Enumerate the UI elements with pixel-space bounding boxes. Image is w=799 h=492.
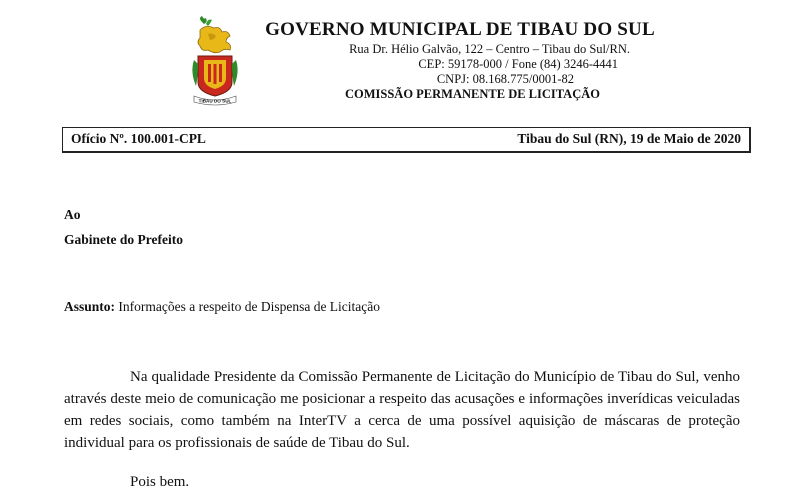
municipal-crest-icon bbox=[186, 16, 244, 108]
crest-caption: TIBAU DO SUL bbox=[198, 98, 232, 104]
reference-place-date: Tibau do Sul (RN), 19 de Maio de 2020 bbox=[517, 131, 741, 146]
body-paragraph: Na qualidade Presidente da Comissão Permanente de Licitação do Município de Tibau do Sul, venho através deste meio de comunicação me posicionar a respeito das acusações e informações inverídicas veiculadas em redes sociais, como também na InterTV a cerca de uma possível aquisição de máscaras de proteção individual para os profissionais de saúde de Tibau do Sul. bbox=[64, 369, 740, 451]
subject-label: Assunto: bbox=[64, 299, 116, 314]
body-paragraph-2: Pois bem. bbox=[130, 474, 190, 490]
subject-text: Informações a respeito de Dispensa de Licitação bbox=[118, 299, 381, 314]
reference-number: Ofício Nº. 100.001-CPL bbox=[71, 131, 206, 146]
letterhead-cnpj: CNPJ: 08.168.775/0001-82 bbox=[436, 72, 574, 86]
subject-line bbox=[64, 299, 380, 315]
letterhead-cep-phone: CEP: 59178-000 / Fone (84) 3246-4441 bbox=[418, 57, 618, 71]
letterhead-address: Rua Dr. Hélio Galvão, 122 – Centro – Tibau do Sul/RN. bbox=[349, 42, 630, 56]
addressee-line-1: Ao bbox=[64, 207, 81, 222]
letterhead bbox=[250, 18, 670, 102]
addressee bbox=[64, 202, 183, 252]
letterhead-title: GOVERNO MUNICIPAL DE TIBAU DO SUL bbox=[265, 19, 655, 40]
addressee-line-2: Gabinete do Prefeito bbox=[64, 232, 183, 247]
letterhead-commission: COMISSÃO PERMANENTE DE LICITAÇÃO bbox=[344, 87, 600, 101]
reference-box bbox=[62, 127, 751, 153]
